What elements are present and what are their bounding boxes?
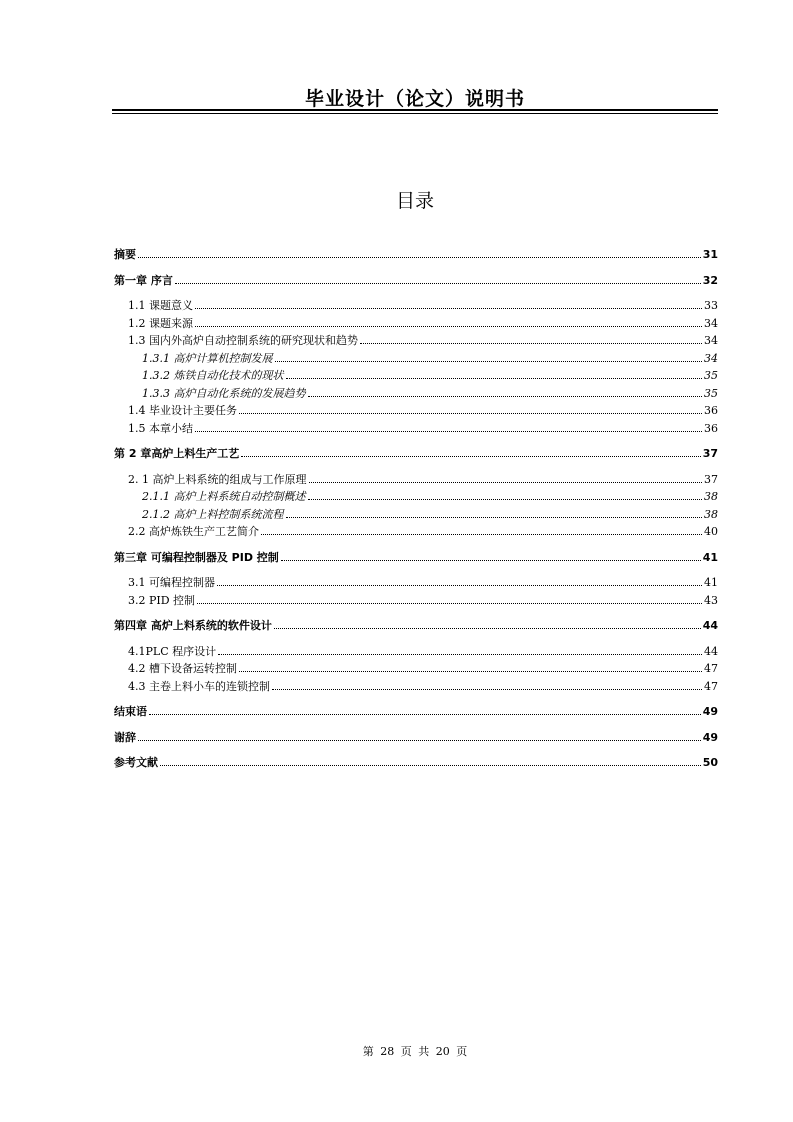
toc-entry[interactable]: [114, 445, 718, 463]
toc-entry[interactable]: [114, 754, 718, 772]
toc-entry-label: 1.3.1 高炉计算机控制发展: [142, 351, 273, 365]
toc-entry-label: 2. 1 高炉上料系统的组成与工作原理: [128, 472, 307, 486]
toc-entry-page-number: 40: [704, 525, 718, 538]
toc-entry-page-number: 37: [702, 447, 718, 460]
toc-leader-dots: [275, 360, 703, 362]
toc-entry-label: 第一章 序言: [114, 273, 173, 287]
toc-leader-dots: [195, 325, 702, 327]
toc-entry-page-number: 35: [704, 369, 718, 382]
toc-leader-dots: [218, 653, 702, 655]
toc-leader-dots: [138, 739, 701, 741]
toc-entry-label: 第四章 高炉上料系统的软件设计: [114, 619, 272, 632]
page-footer: 第 28 页 共 20 页: [362, 1045, 468, 1058]
toc-entry-label: 1.4 毕业设计主要任务: [128, 404, 237, 417]
toc-leader-dots: [308, 395, 703, 397]
toc-entry[interactable]: [114, 471, 718, 489]
toc-leader-dots: [195, 307, 702, 309]
toc-entry[interactable]: [114, 660, 718, 678]
toc-entry-page-number: 47: [704, 662, 718, 675]
toc-entry[interactable]: [114, 367, 718, 385]
toc-entry[interactable]: [114, 420, 718, 438]
toc-entry-page-number: 34: [704, 351, 718, 365]
toc-entry[interactable]: [114, 703, 718, 721]
toc-entry-page-number: 49: [702, 730, 718, 744]
toc-leader-dots: [309, 481, 703, 483]
toc-leader-dots: [272, 688, 702, 690]
toc-entry-label: 3.1 可编程控制器: [128, 576, 215, 589]
toc-leader-dots: [286, 377, 703, 379]
toc-entry-page-number: 38: [704, 507, 718, 521]
toc-leader-dots: [261, 533, 702, 535]
toc-leader-dots: [239, 412, 702, 414]
toc-entry[interactable]: [114, 574, 718, 592]
toc-entry-label: 1.3 国内外高炉自动控制系统的研究现状和趋势: [128, 334, 358, 347]
toc-entry[interactable]: [114, 402, 718, 420]
toc-entry-label: 第三章 可编程控制器及 PID 控制: [114, 550, 279, 564]
toc-entry-label: 1.3.2 炼铁自动化技术的现状: [142, 369, 284, 382]
toc-leader-dots: [160, 764, 701, 766]
toc-entry-page-number: 41: [702, 550, 718, 564]
toc-leader-dots: [360, 342, 702, 344]
toc-entry-label: 1.3.3 高炉自动化系统的发展趋势: [142, 386, 306, 400]
toc-entry[interactable]: [114, 488, 718, 506]
toc-title: 目录: [395, 190, 434, 212]
toc-leader-dots: [239, 670, 702, 672]
toc-leader-dots: [281, 559, 701, 561]
toc-entry-page-number: 41: [704, 576, 718, 589]
toc-entry[interactable]: [114, 506, 718, 524]
toc-entry[interactable]: [114, 592, 718, 610]
toc-entry-page-number: 33: [704, 299, 718, 312]
toc-entry[interactable]: [114, 332, 718, 350]
toc-entry[interactable]: [114, 678, 718, 696]
toc-entry-page-number: 38: [704, 490, 718, 503]
toc-entry-page-number: 37: [704, 472, 718, 486]
toc-entry[interactable]: [114, 297, 718, 315]
toc-entry-label: 第 2 章高炉上料生产工艺: [114, 447, 240, 460]
toc-leader-dots: [149, 713, 701, 715]
toc-entry-label: 摘要: [114, 248, 136, 261]
toc-entry[interactable]: [114, 315, 718, 333]
toc-entry[interactable]: [114, 549, 718, 567]
toc-leader-dots: [217, 584, 702, 586]
toc-entry-label: 1.1 课题意义: [128, 299, 193, 312]
toc-entry-page-number: 44: [704, 644, 718, 658]
toc-entry-label: 1.2 课题来源: [128, 316, 193, 330]
toc-entry[interactable]: [114, 523, 718, 541]
toc-entry[interactable]: [114, 350, 718, 368]
toc-entry-page-number: 44: [702, 619, 718, 632]
toc-entry-page-number: 32: [702, 273, 718, 287]
toc-entry-label: 4.2 槽下设备运转控制: [128, 662, 237, 675]
toc-entry-label: 4.1PLC 程序设计: [128, 644, 217, 658]
toc-entry-page-number: 49: [702, 705, 718, 718]
toc-entry-page-number: 34: [704, 334, 718, 347]
toc-entry-label: 2.2 高炉炼铁生产工艺简介: [128, 525, 259, 538]
toc-entry-page-number: 43: [704, 593, 718, 607]
toc-entry[interactable]: [114, 272, 718, 290]
document-header-title: 毕业设计（论文）说明书: [304, 88, 525, 110]
toc-entry-label: 2.1.1 高炉上料系统自动控制概述: [142, 490, 306, 503]
toc-entry-label: 参考文献: [114, 756, 158, 769]
toc-entry-label: 谢辞: [114, 730, 136, 744]
toc-entry[interactable]: [114, 617, 718, 635]
table-of-contents: [114, 246, 718, 772]
toc-leader-dots: [308, 498, 703, 500]
toc-leader-dots: [286, 516, 703, 518]
header-rule-thin: [112, 113, 718, 114]
toc-entry-page-number: 35: [704, 386, 718, 400]
toc-leader-dots: [195, 430, 702, 432]
toc-entry-page-number: 36: [704, 421, 718, 435]
toc-entry-page-number: 34: [704, 316, 718, 330]
toc-leader-dots: [274, 627, 701, 629]
toc-entry-label: 2.1.2 高炉上料控制系统流程: [142, 507, 284, 521]
toc-entry-label: 3.2 PID 控制: [128, 593, 196, 607]
toc-entry-page-number: 47: [704, 679, 718, 693]
toc-entry-label: 4.3 主卷上料小车的连锁控制: [128, 679, 270, 693]
toc-leader-dots: [138, 256, 701, 258]
toc-entry-page-number: 50: [702, 756, 718, 769]
toc-entry-page-number: 31: [702, 248, 718, 261]
toc-leader-dots: [241, 455, 700, 457]
toc-leader-dots: [197, 602, 702, 604]
toc-entry[interactable]: [114, 385, 718, 403]
toc-entry[interactable]: [114, 246, 718, 264]
toc-entry[interactable]: [114, 643, 718, 661]
toc-entry[interactable]: [114, 729, 718, 747]
toc-entry-label: 结束语: [114, 705, 147, 718]
toc-leader-dots: [175, 282, 701, 284]
header-rule-thick: [112, 109, 718, 111]
toc-entry-label: 1.5 本章小结: [128, 421, 193, 435]
toc-entry-page-number: 36: [704, 404, 718, 417]
